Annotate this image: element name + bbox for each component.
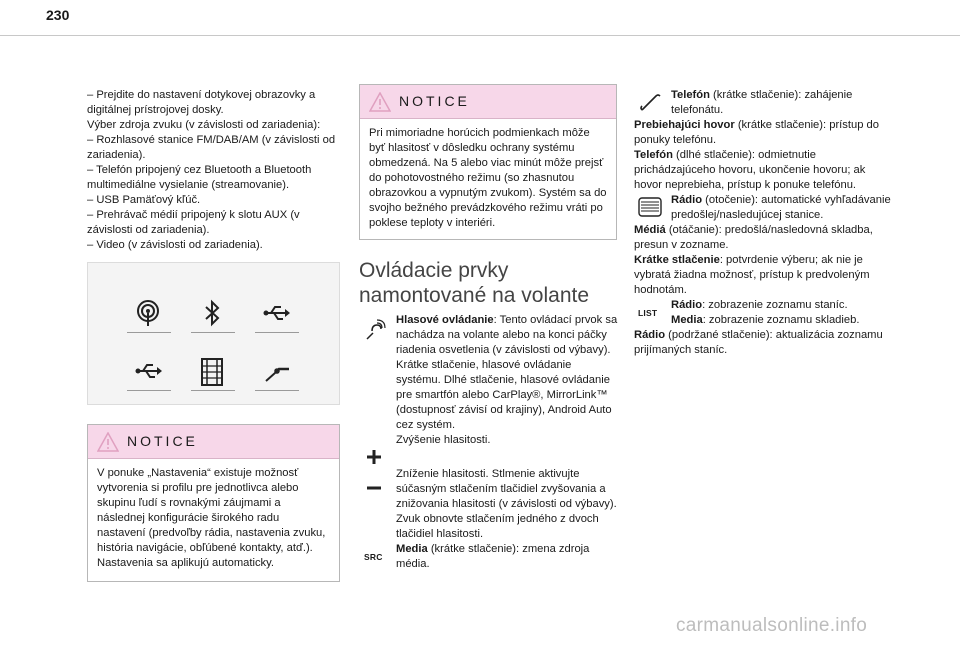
radio-list-text: : zobrazenie zoznamu staníc. [702,299,848,311]
steering-controls-column [359,313,619,572]
media-label: Media [396,543,428,555]
phone-label: Telefón [671,89,710,101]
media-rotate-label: Médiá [634,224,666,236]
list-button-label: LIST [638,308,658,318]
usb-icon [127,351,171,391]
left-column-text [87,88,340,253]
plus-icon [366,449,382,465]
notice-box-profiles [87,424,340,582]
warning-icon [369,92,391,112]
source-icon-panel [87,262,340,405]
voice-control-text: : Tento ovládací prvok sa nachádza na volante alebo na konci páčky riadenia osvetlenia (v závislosti od výbavy). Krátke stlačenie, hlasové ovládanie systému. Dlhé stlačenie, hlasové ovládanie pre smartfón alebo CarPlay®, MirrorLink™ (dostupnosť závisí od krajiny), Android Auto cez systém. [396,314,618,431]
text-line: – Prejdite do nastavení dotykovej obrazovky a digitálnej prístrojovej dosky. [87,89,316,116]
phone-item [634,88,892,118]
radio-rotate-label: Rádio [671,194,703,206]
right-column-text [634,88,892,358]
volume-down-item [359,467,619,542]
warning-icon [97,432,119,452]
usb-icon [255,293,299,333]
text-line: – USB Pamäťový kľúč. [87,194,201,206]
radio-rotate-text: (otočenie): automatické vyhľadávanie predošlej/nasledujúcej stanice. [671,194,891,221]
header-divider [0,35,960,36]
radio-hold-text: (podržané stlačenie): aktualizácia zoznamu prijímaných staníc. [634,329,883,356]
media-list-label: Media [671,314,703,326]
phone-long-label: Telefón [634,149,673,161]
text-line: – Telefón pripojený cez Bluetooth a Bluetooth multimediálne vysielanie (streamovanie). [87,164,312,191]
section-heading: Ovládacie prvky namontované na volante [359,259,590,307]
text-line: Výber zdroja zvuku (v závislosti od zariadenia): [87,119,321,131]
aux-icon [255,351,299,391]
minus-icon [366,485,382,491]
radio-icon [127,293,171,333]
text-line: – Prehrávač médií pripojený k slotu AUX (v závislosti od zariadenia). [87,209,300,236]
notice-text: V ponuke „Nastavenia“ existuje možnosť vytvorenia si profilu pre jednotlivca alebo skupinu ľudí s rovnakými záujmami a následnej konfigurácie širokého radu nastavení (predvoľby rádia, nastavenia zvuku, história navigácie, obľúbené kontakty, atď.). Nastavenia sa aplikujú automaticky. [97,467,326,569]
watermark: carmanualsonline.info [676,615,868,636]
notice-header [88,425,339,459]
media-list-text: : zobrazenie zoznamu skladieb. [702,314,860,326]
notice-text: Pri mimoriadne horúcich podmienkach môže byť hlasitosť v dôsledku ochrany systému obmedzená. Na 5 alebo viac minút môže prejsť do pohotovostného režimu (so zhasnutou obrazovkou a vypnutým zvukom). Systém sa do svojho bežného prevádzkového režimu vráti po poklese teploty v interiéri. [369,127,607,229]
volume-down-text: Zníženie hlasitosti. Stlmenie aktivujte súčasným stlačením tlačidiel zvyšovania a znižovania hlasitosti (v závislosti od výbavy). Zvuk obnovte stlačením jedného z dvoch tlačidiel hlasitosti. [396,468,617,540]
phone-long-text: (dlhé stlačenie): odmietnutie prichádzajúceho hovoru, ukončenie hovoru; ak hovor neprebieha, prístup k ponuke telefónu. [634,149,866,191]
list-item [634,298,892,328]
volume-up-item [359,433,619,467]
media-rotate-text: (otáčanie): predošlá/nasledovná skladba, presun v zozname. [634,224,873,251]
radio-list-label: Rádio [671,299,703,311]
notice-title: NOTICE [127,433,198,449]
voice-command-icon [363,317,387,341]
voice-control-label: Hlasové ovládanie [396,314,494,326]
notice-header [360,85,616,119]
volume-up-text: Zvýšenie hlasitosti. [396,434,491,446]
radio-hold-label: Rádio [634,329,666,341]
call-label: Prebiehajúci hovor [634,119,735,131]
notice-box-temperature [359,84,617,240]
phone-text: (krátke stlačenie): zahájenie telefonátu. [671,89,853,116]
call-text: (krátke stlačenie): prístup do ponuky telefónu. [634,119,879,146]
src-button-label: SRC [364,552,383,562]
voice-control-item [359,313,619,433]
text-line: – Video (v závislosti od zariadenia). [87,239,263,251]
notice-title: NOTICE [399,93,470,109]
bluetooth-icon [191,293,235,333]
thumbwheel-icon [637,196,663,218]
page-number: 230 [46,7,70,23]
video-icon [191,351,235,391]
text-line: – Rozhlasové stanice FM/DAB/AM (v závislosti od zariadenia). [87,134,336,161]
media-source-item [359,542,619,572]
phone-icon [638,90,662,114]
radio-rotate-item [634,193,892,223]
short-press-label: Krátke stlačenie [634,254,720,266]
media-text: (krátke stlačenie): zmena zdroja média. [396,543,590,570]
short-press-text: : potvrdenie výberu; ak nie je vybratá žiadna možnosť, prístup k predvoleným hodnotám. [634,254,870,296]
